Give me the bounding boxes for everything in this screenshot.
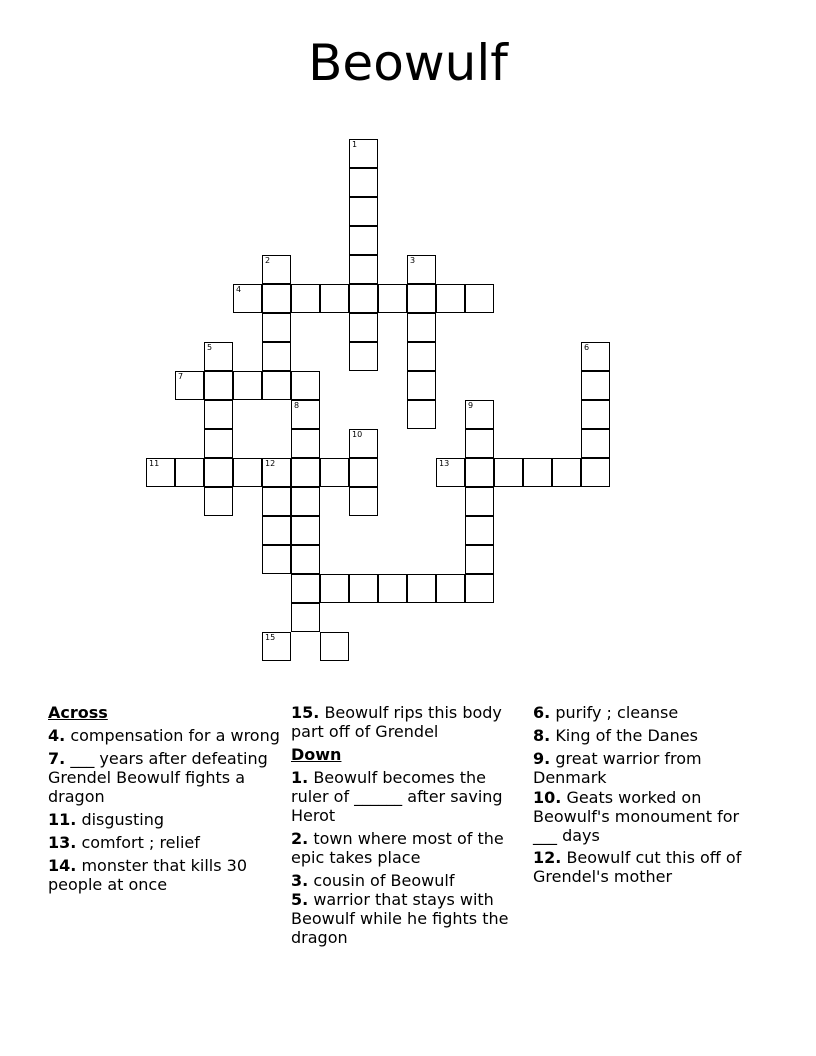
grid-cell[interactable] bbox=[262, 342, 291, 371]
grid-cell[interactable] bbox=[262, 371, 291, 400]
grid-cell[interactable] bbox=[291, 284, 320, 313]
clue-number: 5. bbox=[291, 890, 309, 909]
grid-cell[interactable] bbox=[175, 458, 204, 487]
across-clue-15 bbox=[291, 703, 523, 741]
cell-number: 2 bbox=[265, 256, 271, 265]
cell-number: 15 bbox=[265, 633, 276, 642]
down-clue-2 bbox=[291, 829, 523, 867]
grid-cell[interactable] bbox=[349, 429, 378, 458]
down-clue-6 bbox=[533, 703, 765, 722]
grid-cell[interactable] bbox=[407, 313, 436, 342]
grid-cell[interactable] bbox=[407, 371, 436, 400]
grid-cell[interactable] bbox=[465, 429, 494, 458]
grid-cell[interactable] bbox=[204, 400, 233, 429]
clue-text: ___ years after defeating Grendel Beowulf fights a dragon bbox=[48, 749, 268, 806]
clue-number: 1. bbox=[291, 768, 309, 787]
grid-cell[interactable] bbox=[581, 400, 610, 429]
clue-text: Geats worked on Beowulf's monoument for ___ days bbox=[533, 788, 740, 845]
clue-number: 13. bbox=[48, 833, 77, 852]
clue-text: compensation for a wrong bbox=[70, 726, 280, 745]
grid-cell[interactable] bbox=[291, 429, 320, 458]
clue-number: 3. bbox=[291, 871, 309, 890]
grid-cell[interactable] bbox=[262, 545, 291, 574]
across-heading: Across bbox=[48, 703, 108, 722]
grid-cell[interactable] bbox=[320, 458, 349, 487]
grid-cell[interactable] bbox=[407, 574, 436, 603]
grid-cell[interactable] bbox=[233, 371, 262, 400]
grid-cell[interactable] bbox=[349, 313, 378, 342]
across-clue-14 bbox=[48, 856, 280, 894]
grid-cell[interactable] bbox=[349, 342, 378, 371]
down-clue-3 bbox=[291, 871, 523, 890]
grid-cell[interactable] bbox=[291, 400, 320, 429]
grid-cell[interactable] bbox=[436, 284, 465, 313]
grid-cell[interactable] bbox=[349, 487, 378, 516]
cell-number: 11 bbox=[149, 459, 160, 468]
grid-cell[interactable] bbox=[465, 284, 494, 313]
cell-number: 4 bbox=[236, 285, 242, 294]
grid-cell[interactable] bbox=[465, 458, 494, 487]
grid-cell[interactable] bbox=[291, 603, 320, 632]
cell-number: 7 bbox=[178, 372, 184, 381]
grid-cell[interactable] bbox=[407, 400, 436, 429]
grid-cell[interactable] bbox=[349, 226, 378, 255]
clue-text: purify ; cleanse bbox=[555, 703, 679, 722]
grid-cell[interactable] bbox=[581, 371, 610, 400]
clue-text: Beowulf becomes the ruler of ______ after saving Herot bbox=[291, 768, 503, 825]
grid-cell[interactable] bbox=[465, 487, 494, 516]
grid-cell[interactable] bbox=[233, 458, 262, 487]
grid-cell[interactable] bbox=[262, 487, 291, 516]
grid-cell[interactable] bbox=[349, 255, 378, 284]
clue-number: 9. bbox=[533, 749, 551, 768]
grid-cell[interactable] bbox=[349, 574, 378, 603]
grid-cell[interactable] bbox=[262, 255, 291, 284]
grid-cell[interactable] bbox=[436, 574, 465, 603]
cell-number: 10 bbox=[352, 430, 363, 439]
grid-cell[interactable] bbox=[349, 284, 378, 313]
grid-cell[interactable] bbox=[494, 458, 523, 487]
grid-cell[interactable] bbox=[465, 574, 494, 603]
down-clue-5 bbox=[291, 890, 523, 947]
grid-cell[interactable] bbox=[436, 458, 465, 487]
grid-cell[interactable] bbox=[378, 284, 407, 313]
clue-number: 10. bbox=[533, 788, 562, 807]
grid-cell[interactable] bbox=[262, 313, 291, 342]
clue-number: 8. bbox=[533, 726, 551, 745]
grid-cell[interactable] bbox=[291, 487, 320, 516]
clue-number: 7. bbox=[48, 749, 66, 768]
clue-text: disgusting bbox=[81, 810, 165, 829]
grid-cell[interactable] bbox=[291, 574, 320, 603]
grid-cell[interactable] bbox=[320, 632, 349, 661]
grid-cell[interactable] bbox=[204, 458, 233, 487]
grid-cell[interactable] bbox=[204, 342, 233, 371]
grid-cell[interactable] bbox=[291, 371, 320, 400]
clue-number: 11. bbox=[48, 810, 77, 829]
grid-cell[interactable] bbox=[523, 458, 552, 487]
clue-text: town where most of the epic takes place bbox=[291, 829, 504, 867]
grid-cell[interactable] bbox=[204, 487, 233, 516]
grid-cell[interactable] bbox=[465, 400, 494, 429]
clue-number: 12. bbox=[533, 848, 562, 867]
clue-number: 15. bbox=[291, 703, 320, 722]
clue-text: warrior that stays with Beowulf while he fights the dragon bbox=[291, 890, 509, 947]
grid-cell[interactable] bbox=[407, 255, 436, 284]
grid-cell[interactable] bbox=[349, 139, 378, 168]
grid-cell[interactable] bbox=[320, 574, 349, 603]
clue-column-3 bbox=[533, 702, 765, 886]
cell-number: 5 bbox=[207, 343, 213, 352]
grid-cell[interactable] bbox=[465, 545, 494, 574]
down-clue-8 bbox=[533, 726, 765, 745]
grid-cell[interactable] bbox=[262, 516, 291, 545]
across-clue-4 bbox=[48, 726, 280, 745]
down-clue-12 bbox=[533, 848, 765, 886]
grid-cell[interactable] bbox=[552, 458, 581, 487]
clue-text: monster that kills 30 people at once bbox=[48, 856, 248, 894]
cell-number: 1 bbox=[352, 140, 358, 149]
clue-text: King of the Danes bbox=[555, 726, 698, 745]
grid-cell[interactable] bbox=[581, 342, 610, 371]
grid-cell[interactable] bbox=[233, 284, 262, 313]
grid-cell[interactable] bbox=[175, 371, 204, 400]
clue-text: comfort ; relief bbox=[81, 833, 200, 852]
across-clue-11 bbox=[48, 810, 280, 829]
down-clue-1 bbox=[291, 768, 523, 825]
grid-cell[interactable] bbox=[204, 371, 233, 400]
grid-cell[interactable] bbox=[349, 197, 378, 226]
across-clue-7 bbox=[48, 749, 280, 806]
down-clue-9 bbox=[533, 749, 765, 787]
grid-cell[interactable] bbox=[349, 458, 378, 487]
grid-cell[interactable] bbox=[320, 284, 349, 313]
clue-number: 4. bbox=[48, 726, 66, 745]
grid-cell[interactable] bbox=[204, 429, 233, 458]
grid-cell[interactable] bbox=[349, 168, 378, 197]
clue-text: cousin of Beowulf bbox=[313, 871, 455, 890]
cell-number: 6 bbox=[584, 343, 590, 352]
grid-cell[interactable] bbox=[465, 516, 494, 545]
cell-number: 13 bbox=[439, 459, 450, 468]
cell-number: 8 bbox=[294, 401, 300, 410]
grid-cell[interactable] bbox=[291, 545, 320, 574]
cell-number: 9 bbox=[468, 401, 474, 410]
grid-cell[interactable] bbox=[262, 284, 291, 313]
grid-cell[interactable] bbox=[262, 458, 291, 487]
clue-text: Beowulf rips this body part off of Grendel bbox=[291, 703, 502, 741]
grid-cell[interactable] bbox=[378, 574, 407, 603]
across-clue-13 bbox=[48, 833, 280, 852]
clue-number: 2. bbox=[291, 829, 309, 848]
down-clue-10 bbox=[533, 788, 765, 845]
clue-text: Beowulf cut this off of Grendel's mother bbox=[533, 848, 742, 886]
cell-number: 3 bbox=[410, 256, 416, 265]
grid-cell[interactable] bbox=[291, 458, 320, 487]
clue-text: great warrior from Denmark bbox=[533, 749, 702, 787]
grid-cell[interactable] bbox=[581, 458, 610, 487]
puzzle-title: Beowulf bbox=[308, 34, 508, 92]
clue-number: 14. bbox=[48, 856, 77, 875]
clue-column-1 bbox=[48, 702, 280, 894]
grid-cell[interactable] bbox=[262, 632, 291, 661]
grid-cell[interactable] bbox=[291, 516, 320, 545]
down-heading: Down bbox=[291, 745, 342, 764]
cell-number: 12 bbox=[265, 459, 276, 468]
clue-column-2 bbox=[291, 702, 523, 947]
grid-cell[interactable] bbox=[407, 284, 436, 313]
clue-number: 6. bbox=[533, 703, 551, 722]
grid-cell[interactable] bbox=[407, 342, 436, 371]
grid-cell[interactable] bbox=[146, 458, 175, 487]
grid-cell[interactable] bbox=[581, 429, 610, 458]
